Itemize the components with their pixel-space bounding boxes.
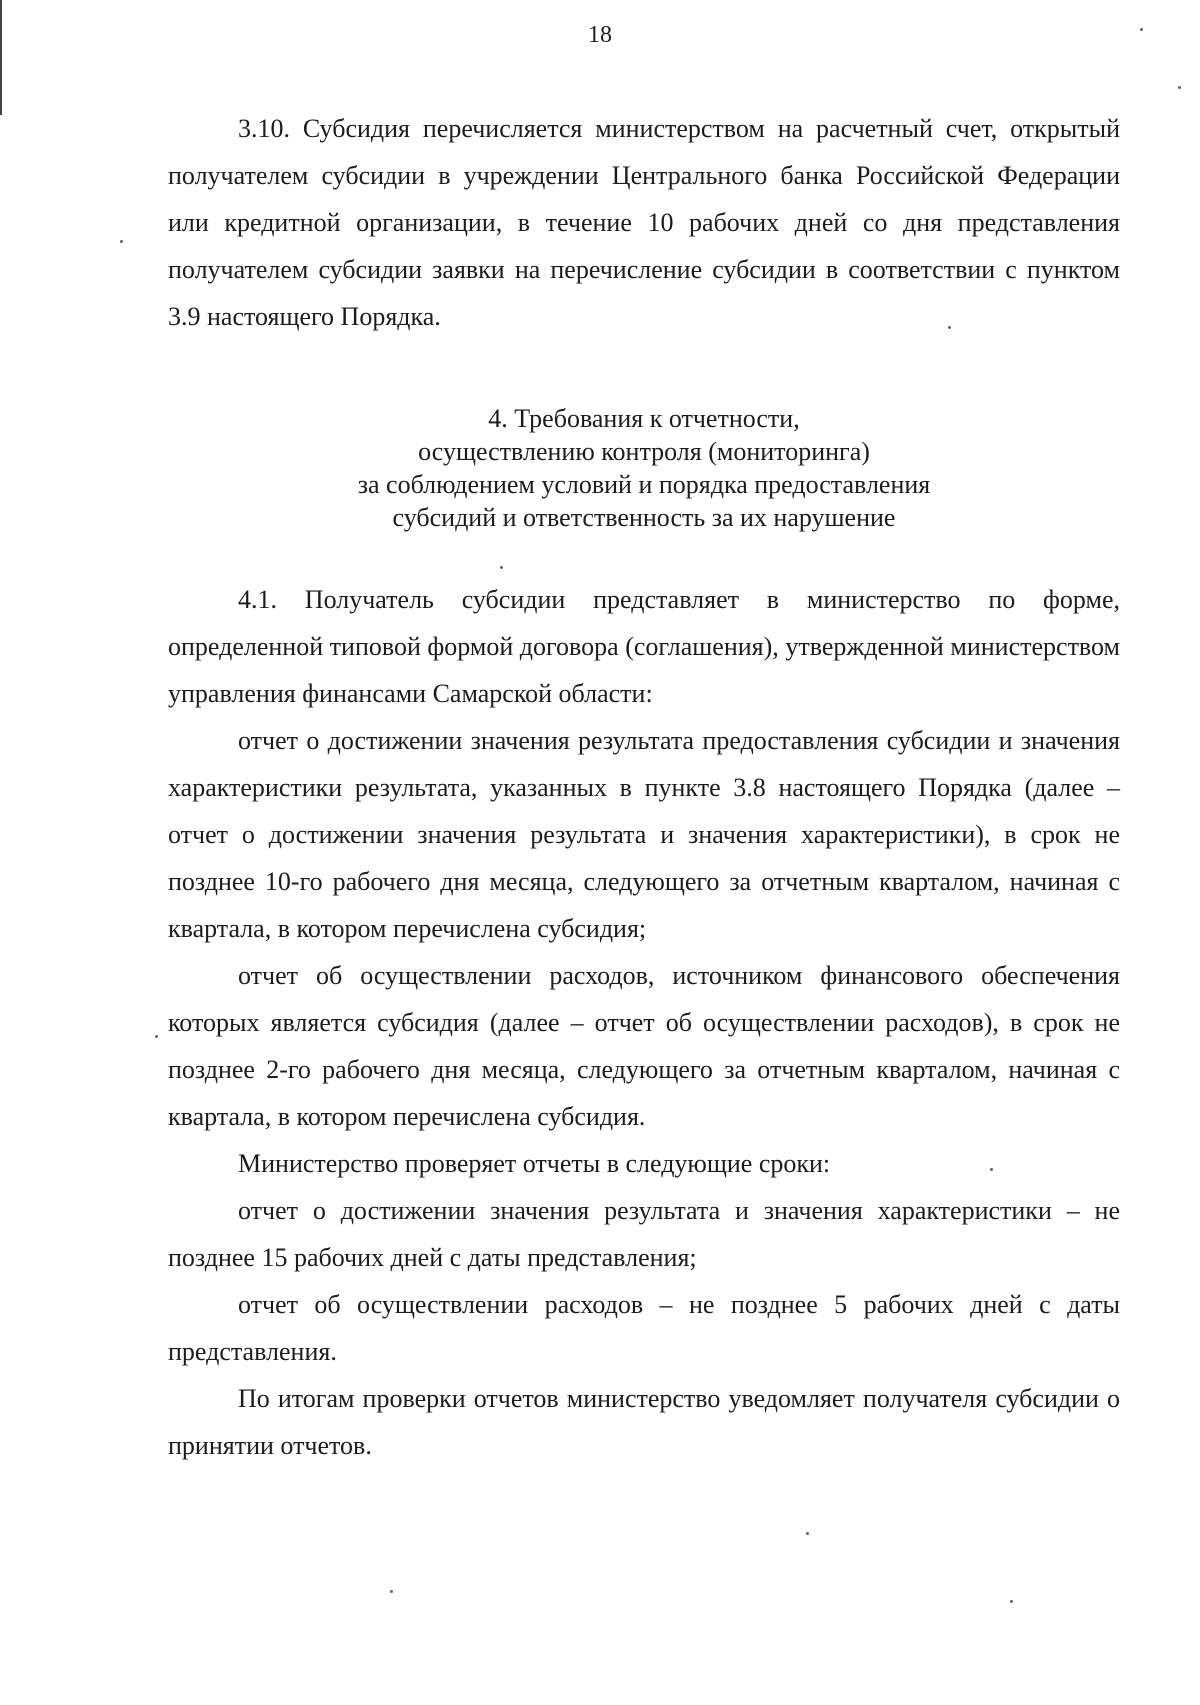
paragraph-check-terms: Министерство проверяет отчеты в следующие сроки: xyxy=(238,1149,831,1178)
paragraph-report-result: отчет о достижении значения результата предоставления субсидии и значения характеристики результата, указанных в пункте 3.8 настоящего Порядка (далее – отчет о достижении значения результата и значения характеристики), в срок не позднее 10-го рабочего дня месяца, следующего за отчетным кварталом, начиная с квартала, в котором перечислена субсидия; xyxy=(168,726,1120,943)
section-4-heading-line-3: за соблюдением условий и порядка предоставления xyxy=(357,470,931,499)
scan-speck xyxy=(155,1035,158,1038)
scan-speck xyxy=(1140,28,1143,31)
scan-speck xyxy=(1010,1600,1013,1603)
scan-speck xyxy=(990,1168,993,1171)
page-number: 18 xyxy=(588,22,612,48)
paragraph-report-expenses: отчет об осуществлении расходов, источником финансового обеспечения которых является субсидия (далее – отчет об осуществлении расходов), в срок не позднее 2-го рабочего дня месяца, следующего за отчетным кварталом, начиная с квартала, в котором перечислена субсидия. xyxy=(168,961,1120,1131)
scan-edge-line xyxy=(0,0,2,115)
scan-speck xyxy=(806,1532,809,1535)
section-4-heading-line-4: субсидий и ответственность за их нарушение xyxy=(392,503,896,532)
paragraph-check-expenses-term: отчет об осуществлении расходов – не позднее 5 рабочих дней с даты представления. xyxy=(168,1290,1120,1366)
paragraph-3-10: 3.10. Субсидия перечисляется министерством на расчетный счет, открытый получателем субсидии в учреждении Центрального банка Российской Федерации или кредитной организации, в течение 10 рабочих дней со дня представления получателем субсидии заявки на перечисление субсидии в соответствии с пунктом 3.9 настоящего Порядка. xyxy=(168,114,1120,331)
paragraph-notification: По итогам проверки отчетов министерство уведомляет получателя субсидии о принятии отчетов. xyxy=(168,1384,1120,1460)
paragraph-4-1: 4.1. Получатель субсидии представляет в министерство по форме, определенной типовой формой договора (соглашения), утвержденной министерством управления финансами Самарской области: xyxy=(168,585,1120,708)
scan-speck xyxy=(500,566,503,569)
paragraph-block-3-10 xyxy=(168,105,1120,340)
scan-speck xyxy=(390,1590,393,1593)
section-4-body xyxy=(168,576,1120,1469)
scan-speck xyxy=(1178,86,1181,89)
scan-speck xyxy=(120,240,123,243)
scan-speck xyxy=(948,326,951,329)
section-4-heading-line-1: 4. Требования к отчетности, xyxy=(488,404,800,433)
paragraph-check-result-term: отчет о достижении значения результата и значения характеристики – не позднее 15 рабочих дней с даты представления; xyxy=(168,1196,1120,1272)
section-4-heading xyxy=(168,402,1120,534)
section-4-heading-line-2: осуществлению контроля (мониторинга) xyxy=(418,437,870,466)
